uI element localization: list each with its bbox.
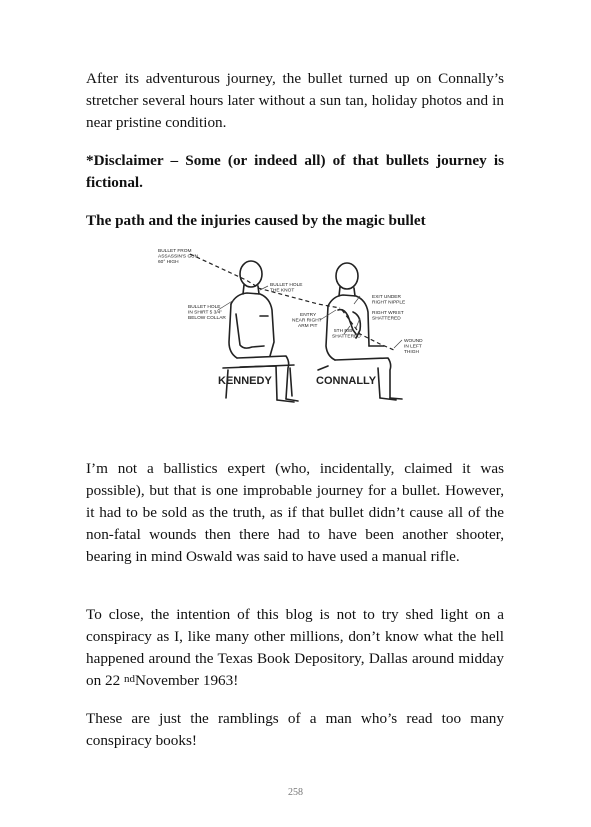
- annotation-shirt-hole: BULLET HOLE: [188, 305, 221, 310]
- svg-text:SHATTERED: SHATTERED: [332, 334, 361, 340]
- page-number: 258: [288, 787, 303, 798]
- label-connally: CONNALLY: [316, 375, 377, 387]
- svg-text:SHATTERED: SHATTERED: [372, 316, 401, 322]
- svg-text:THE KNOT: THE KNOT: [270, 288, 295, 294]
- annotation-entry: ENTRY: [300, 313, 317, 318]
- label-kennedy: KENNEDY: [218, 375, 272, 387]
- paragraph-bullet-stretcher: After its adventurous journey, the bullet turned up on Connally’s stretcher several hours later without a sun tan, holiday photos and in near pristine condition.: [86, 70, 504, 131]
- annotation-rib: 5TH RIB: [334, 329, 353, 334]
- svg-text:NEAR RIGHT: NEAR RIGHT: [292, 318, 322, 324]
- svg-text:60° HIGH: 60° HIGH: [158, 260, 179, 265]
- svg-text:RIGHT NIPPLE: RIGHT NIPPLE: [372, 300, 406, 306]
- paragraph-ballistics: I’m not a ballistics expert (who, incidentally, claimed it was possible), but that is one improbable journey for a bullet. However, it had to be sold as the truth, as if that bullet didn’t cause all of the non-fatal wounds then there had to have been another shooter, bearing in mind Oswald was said to have used a manual rifle.: [86, 460, 504, 565]
- svg-text:IN SHIRT 5 3/4": IN SHIRT 5 3/4": [188, 310, 223, 316]
- annotation-hole-knot: BULLET HOLE: [270, 283, 303, 288]
- svg-text:BELOW COLLAR: BELOW COLLAR: [188, 316, 226, 321]
- svg-text:ASSASSIN'S GUN: ASSASSIN'S GUN: [158, 254, 199, 260]
- annotation-exit: EXIT UNDER: [372, 295, 401, 300]
- annotation-wrist: RIGHT WRIST: [372, 311, 404, 316]
- figure-heading: The path and the injuries caused by the magic bullet: [86, 212, 426, 229]
- annotation-bullet-from: BULLET FROM: [158, 249, 192, 254]
- paragraph-ramblings: These are just the ramblings of a man who’s read too many conspiracy books!: [86, 710, 504, 749]
- paragraph-closing: To close, the intention of this blog is not to try shed light on a conspiracy as I, like many other millions, don’t know what the hell happened around the Texas Book Depository, Dallas around midday on 22 $^{nd}$November 1963!: [86, 606, 504, 689]
- svg-text:THIGH: THIGH: [404, 350, 419, 355]
- magic-bullet-diagram: [148, 238, 443, 416]
- svg-text:ARM PIT: ARM PIT: [298, 324, 318, 329]
- disclaimer-text: *Disclaimer – Some (or indeed all) of that bullets journey is fictional.: [86, 152, 504, 191]
- ordinal-suffix: nd: [123, 673, 135, 685]
- svg-text:IN LEFT: IN LEFT: [404, 344, 422, 350]
- annotation-thigh: WOUND: [404, 339, 423, 344]
